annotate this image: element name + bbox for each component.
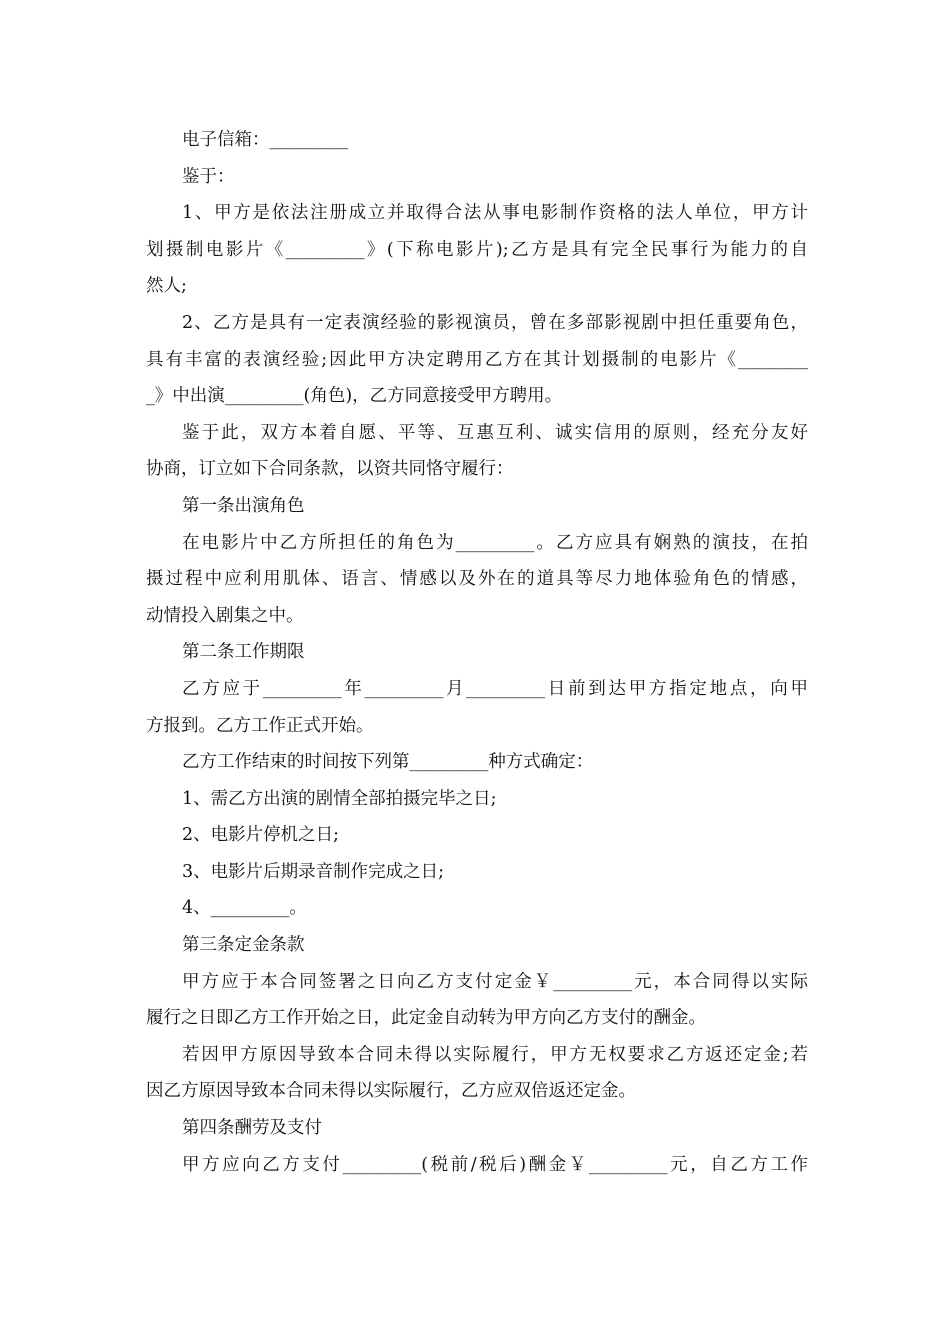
- text-line: 若因甲方原因导致本合同未得以实际履行，甲方无权要求乙方返还定金;若: [182, 1044, 808, 1065]
- text-line: 方报到。乙方工作正式开始。: [146, 715, 374, 736]
- text-line: 第二条工作期限: [182, 642, 305, 663]
- text-line: 第三条定金条款: [182, 935, 305, 956]
- text-line: 摄过程中应利用肌体、语言、情感以及外在的道具等尽力地体验角色的情感，: [146, 569, 808, 590]
- text-line: 然人;: [146, 276, 187, 297]
- text-line: 1、甲方是依法注册成立并取得合法从事电影制作资格的法人单位，甲方计: [182, 203, 808, 224]
- text-line: 电子信箱：_________: [182, 130, 349, 150]
- text-line: 第四条酬劳及支付: [182, 1118, 322, 1139]
- text-line: 鉴于此，双方本着自愿、平等、互惠互利、诚实信用的原则，经充分友好: [182, 422, 808, 443]
- text-line: 1、需乙方出演的剧情全部拍摄完毕之日;: [182, 788, 497, 809]
- text-line: 甲方应于本合同签署之日向乙方支付定金￥_________元，本合同得以实际: [182, 971, 808, 992]
- text-line: 乙方应于_________年_________月_________日前到达甲方指定地点，向甲: [182, 678, 808, 699]
- text-line: 甲方应向乙方支付_________(税前/税后)酬金￥_________元，自乙方工作: [182, 1154, 808, 1175]
- text-line: 2、电影片停机之日;: [182, 825, 340, 846]
- text-line: 2、乙方是具有一定表演经验的影视演员，曾在多部影视剧中担任重要角色，: [182, 312, 808, 333]
- text-line: 动情投入剧集之中。: [146, 605, 304, 626]
- text-line: 履行之日即乙方工作开始之日，此定金自动转为甲方向乙方支付的酬金。: [146, 1008, 706, 1029]
- text-line: 鉴于：: [182, 166, 235, 187]
- text-line: 协商，订立如下合同条款，以资共同恪守履行：: [146, 459, 514, 480]
- text-line: 乙方工作结束的时间按下列第_________种方式确定：: [182, 752, 594, 773]
- text-line: 3、电影片后期录音制作完成之日;: [182, 861, 445, 882]
- text-line: 在电影片中乙方所担任的角色为_________。乙方应具有娴熟的演技，在拍: [182, 532, 808, 553]
- text-line: 因乙方原因导致本合同未得以实际履行，乙方应双倍返还定金。: [146, 1081, 636, 1102]
- text-line: 第一条出演角色: [182, 495, 305, 516]
- text-line: 具有丰富的表演经验;因此甲方决定聘用乙方在其计划摄制的电影片《________: [146, 349, 808, 370]
- text-line: 4、_________。: [182, 898, 307, 919]
- contract-page: [146, 122, 808, 1183]
- text-line: _》中出演_________(角色)，乙方同意接受甲方聘用。: [146, 386, 563, 407]
- text-line: 划摄制电影片《_________》(下称电影片);乙方是具有完全民事行为能力的自: [146, 239, 808, 260]
